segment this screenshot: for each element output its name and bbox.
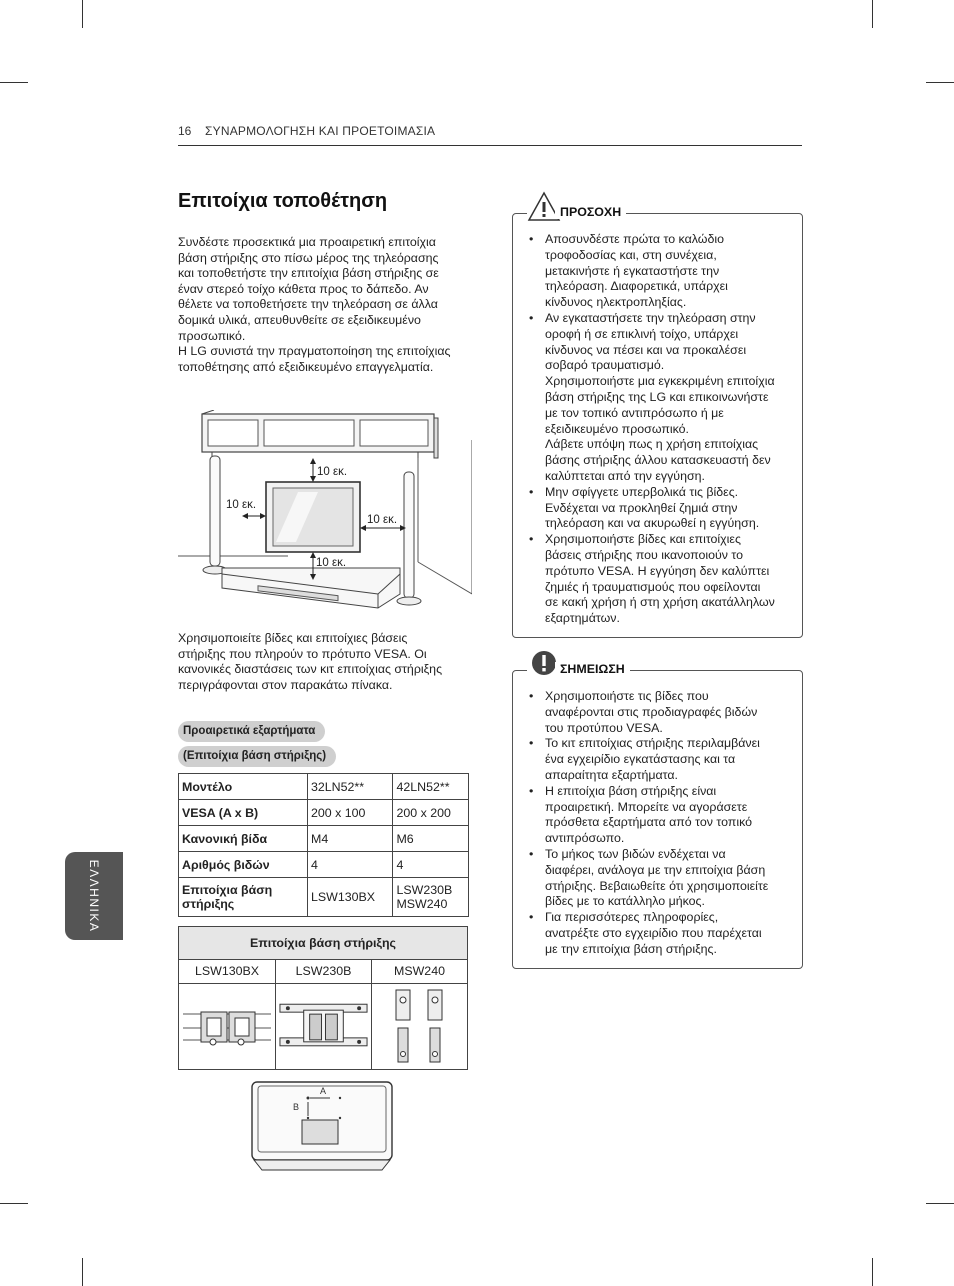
text-line: • Αποσυνδέστε πρώτα το καλώδιο [545,232,724,246]
crop-mark [926,1203,954,1204]
table-row [179,878,469,917]
text-line: έναν στερεό τοίχο κάθετα προς το δάπεδο. Αν [178,281,429,296]
mount-model: LSW230B [276,959,371,984]
text-line: βάσεις στήριξης που ικανοποιούν το [545,547,744,562]
wall-clearance-diagram [178,410,472,620]
table-cell: VESA (A x B) [179,800,308,826]
table-cell: 42LN52** [393,774,469,800]
clearance-bottom-label: 10 εκ. [316,557,347,569]
caution-title: ΠΡΟΣΟΧΗ [555,205,626,219]
text-line: • Μην σφίγγετε υπερβολικά τις βίδες. [545,484,739,499]
crop-mark [0,1203,28,1204]
list-item [527,232,790,311]
text-line: σοβαρό τραυματισμό. [545,358,665,373]
text-line: καλύπτεται από την εγγύηση. [545,468,705,483]
text-line: περιγράφονται στον παρακάτω πίνακα. [178,677,393,692]
list-item [527,910,790,957]
wall-mount-table-header: Επιτοίχια βάση στήριξης [179,927,467,960]
list-item [527,847,790,910]
table-cell: 4 [393,852,469,878]
text-line: διαφέρει, ανάλογα με την επιτοίχια βάση [545,862,766,877]
table-cell [393,878,469,917]
text-line: Συνδέστε προσεκτικά μια προαιρετική επιτοίχια [178,235,436,249]
lsw130bx-mount-image [179,984,275,1069]
text-line: και τοποθετήστε την επιτοίχια βάση στήριξης σε [178,266,439,281]
table-row [179,800,469,826]
text-line: Λάβετε υπόψη πως η χρήση επιτοίχιας [545,437,759,452]
text-line: ένα εγχειρίδιο εγκατάστασης και τα [545,752,736,767]
mount-column [276,959,372,1069]
caution-list [527,232,790,627]
table-cell [179,878,308,917]
page-header [178,123,802,146]
language-tab-label: ΕΛΛΗΝΙΚΑ [87,859,101,933]
text-line: κίνδυνος ηλεκτροπληξίας. [545,295,687,310]
text-line: τροφοδοσίας και, στη συνέχεια, [545,247,717,262]
page-number: 16 [178,124,192,138]
crop-mark [0,82,28,83]
text-line: σε κακή χρήση ή στη χρήση ακατάλληλων [545,595,775,610]
text-line: εξειδικευμένο προσωπικό. [545,421,689,436]
text-line: ζημιές ή τραυματισμούς που οφείλονται [545,579,761,594]
text-line: με τον τοπικό αντιπρόσωπο ή με [545,405,724,420]
vesa-b-label: B [293,1102,300,1112]
text-line: κίνδυνος να πέσει και να προκαλέσει [545,342,747,357]
cell-line: LSW230B [396,883,453,897]
text-line: με την επιτοίχια βάση στήριξης. [545,941,717,956]
text-line: του προτύπου VESA. [545,720,663,735]
text-line: εξαρτημάτων. [545,611,620,626]
lsw230b-mount-image [276,984,371,1069]
text-line: ανατρέξτε στο εγχειρίδιο που παρέχεται [545,925,762,940]
text-line: αντιπρόσωπο. [545,831,625,846]
note-list [527,689,790,958]
section-title: ΣΥΝΑΡΜΟΛΟΓΗΣΗ ΚΑΙ ΠΡΟΕΤΟΙΜΑΣΙΑ [205,124,436,138]
table-cell: 4 [308,852,393,878]
table-cell: M6 [393,826,469,852]
text-line: στήριξης που πληρούν το πρότυπο VESA. Οι [178,646,427,661]
text-line: βάση στήριξης της LG και επικοινωνήστε [545,389,769,404]
table-cell: 200 x 100 [308,800,393,826]
list-item [527,311,790,485]
table-cell: Μοντέλο [179,774,308,800]
list-item [527,736,790,783]
text-line: Ενδέχεται να προκληθεί ζημιά στην [545,500,738,515]
table-cell: Κανονική βίδα [179,826,308,852]
text-line: τηλεόραση. Διαφορετικά, υπάρχει [545,279,728,294]
crop-mark [82,1258,83,1286]
text-line: • Το μήκος των βιδών ενδέχεται να [545,846,726,861]
text-line: απαραίτητα εξαρτήματα. [545,767,678,782]
table-cell: LSW130BX [308,878,393,917]
text-line: οροφή ή σε επικλινή τοίχο, υπάρχει [545,326,739,341]
spec-table [178,773,469,917]
text-line: • Το κιτ επιτοίχιας στήριξης περιλαμβάνει [545,736,760,751]
crop-mark [926,82,954,83]
text-line: Χρησιμοποιήστε μια εγκεκριμένη επιτοίχια [545,374,775,389]
cell-line: MSW240 [396,897,448,911]
text-line: πρόσθετα εξαρτήματα από τον τοπικό [545,815,753,830]
list-item [527,485,790,532]
table-row [179,826,469,852]
table-cell: 200 x 200 [393,800,469,826]
cell-line: Επιτοίχια βάση [182,883,273,897]
list-item [527,532,790,627]
cell-line: στήριξης [182,897,235,911]
text-line: • Αν εγκαταστήσετε την τηλεόραση στην [545,310,756,325]
list-item [527,689,790,736]
mount-column [179,959,276,1069]
text-line: τηλεόραση και να ακυρωθεί η εγγύηση. [545,516,760,531]
crop-mark [872,1258,873,1286]
table-cell: Αριθμός βιδών [179,852,308,878]
language-tab [65,852,123,940]
crop-mark [82,0,83,28]
crop-mark [872,0,873,28]
text-line: τοποθέτησης από εξειδικευμένο επαγγελματία. [178,359,434,374]
tv-back-vesa-diagram [250,1080,394,1172]
list-item [527,784,790,847]
text-line: βάσης στήριξης άλλου κατασκευαστή δεν [545,453,771,468]
text-line: θέλετε να τοποθετήσετε την τηλεόραση σε άλλα [178,297,438,312]
text-line: • Χρησιμοποιήστε τις βίδες που [545,689,709,703]
accessories-label: Προαιρετικά εξαρτήματα [178,721,325,742]
text-line: κανονικές διαστάσεις των κιτ επιτοίχιας στήριξης [178,662,443,677]
vesa-a-label: A [320,1086,327,1096]
text-line: Η LG συνιστά την πραγματοποίηση της επιτοίχιας [178,344,451,359]
text-line: αναφέρονται στις προδιαγραφές βιδών [545,704,758,719]
text-line: • Η επιτοίχια βάση στήριξης είναι [545,783,717,798]
screws-paragraph [178,631,473,693]
text-line: • Για περισσότερες πληροφορίες, [545,910,719,925]
note-title: ΣΗΜΕΙΩΣΗ [555,662,630,676]
text-line: προσωπικό. [178,328,246,343]
text-line: • Χρησιμοποιήστε βίδες και επιτοίχιες [545,532,741,547]
intro-paragraph [178,235,473,375]
mount-model: MSW240 [372,959,467,984]
text-line: μετακινήστε ή εγκαταστήστε την [545,263,720,278]
mount-model: LSW130BX [179,959,275,984]
caution-box [512,205,803,638]
note-box [512,662,803,969]
text-line: προαιρετική. Μπορείτε να αγοράσετε [545,799,748,814]
wall-mount-table [178,926,468,1070]
text-line: βίδες με το κατάλληλο μήκος. [545,894,705,909]
table-cell: 32LN52** [308,774,393,800]
table-row [179,852,469,878]
clearance-top-label: 10 εκ. [317,466,348,478]
page-title: Επιτοίχια τοποθέτηση [178,190,388,212]
clearance-right-label: 10 εκ. [367,514,398,526]
text-line: Χρησιμοποιείτε βίδες και επιτοίχιες βάσεις [178,631,408,645]
msw240-mount-image [372,984,467,1069]
text-line: στήριξης. Βεβαιωθείτε ότι χρησιμοποιείτε [545,878,769,893]
text-line: βάση στήριξης στο πίσω μέρος της τηλεόρασης [178,250,439,265]
table-row [179,774,469,800]
text-line: δομικά υλικά, απευθυνθείτε σε εξειδικευμένο [178,312,421,327]
table-cell: M4 [308,826,393,852]
clearance-left-label: 10 εκ. [226,499,257,511]
mount-column [372,959,467,1069]
text-line: πρότυπο VESA. Η εγγύηση δεν καλύπτει [545,563,770,578]
wall-mount-label: (Επιτοίχια βάση στήριξης) [178,746,336,767]
